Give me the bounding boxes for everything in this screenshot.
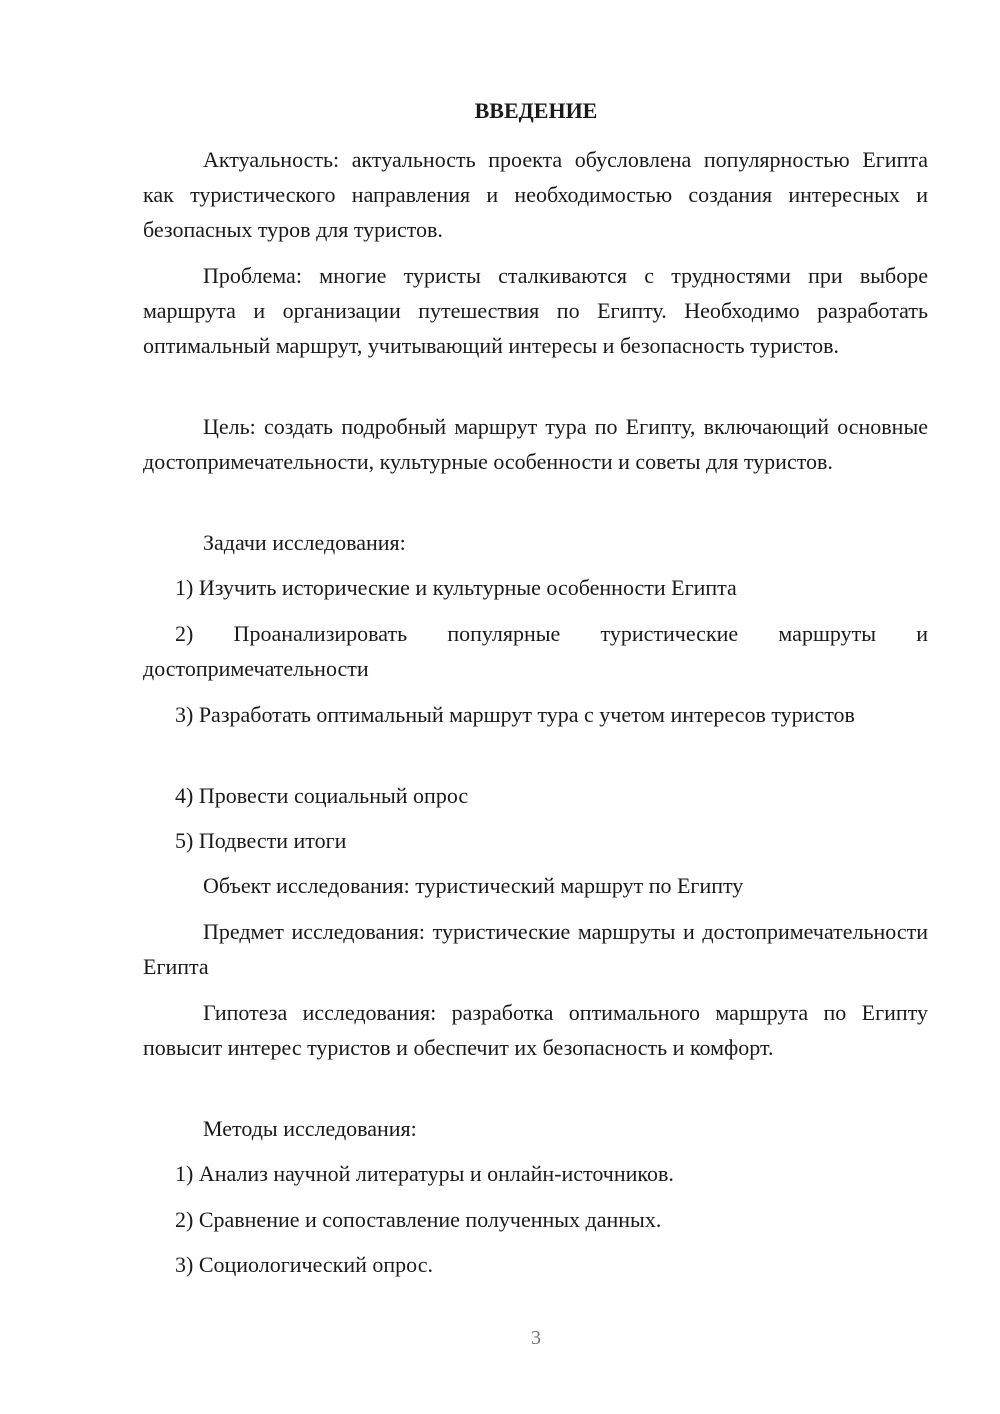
list-item-task-1: 1) Изучить исторические и культурные особенности Египта (175, 575, 737, 600)
paragraph-problem: Проблема: многие туристы сталкиваются с трудностями при выборе маршрута и организации путешествия по Египту. Необходимо разработать оптимальный маршрут, учитывающий интересы и безопасность туристов. (143, 263, 928, 358)
paragraph-methods-heading: Методы исследования: (203, 1116, 417, 1141)
list-item-method-2: 2) Сравнение и сопоставление полученных данных. (175, 1207, 662, 1232)
list-item-task-2: 2) Проанализировать популярные туристические маршруты и достопримечательности (143, 621, 928, 681)
list-item-task-5: 5) Подвести итоги (175, 828, 347, 853)
paragraph-object: Объект исследования: туристический маршрут по Египту (203, 873, 744, 898)
paragraph-goal: Цель: создать подробный маршрут тура по Египту, включающий основные достопримечательности, культурные особенности и советы для туристов. (143, 414, 928, 474)
page-number: 3 (531, 1327, 541, 1349)
list-item-method-1: 1) Анализ научной литературы и онлайн-источников. (175, 1161, 674, 1186)
paragraph-tasks-heading: Задачи исследования: (203, 530, 406, 555)
list-item-task-4: 4) Провести социальный опрос (175, 783, 469, 808)
list-item-task-3: 3) Разработать оптимальный маршрут тура с учетом интересов туристов (175, 702, 855, 727)
paragraph-hypothesis: Гипотеза исследования: разработка оптимального маршрута по Египту повысит интерес туристов и обеспечит их безопасность и комфорт. (143, 1000, 928, 1060)
paragraph-subject: Предмет исследования: туристические маршруты и достопримечательности Египта (143, 919, 928, 979)
list-item-method-3: 3) Социологический опрос. (175, 1252, 433, 1277)
paragraph-relevance: Актуальность: актуальность проекта обусловлена популярностью Египта как туристического направления и необходимостью создания интересных и безопасных туров для туристов. (143, 147, 928, 242)
page-title: ВВЕДЕНИЕ (474, 98, 598, 123)
